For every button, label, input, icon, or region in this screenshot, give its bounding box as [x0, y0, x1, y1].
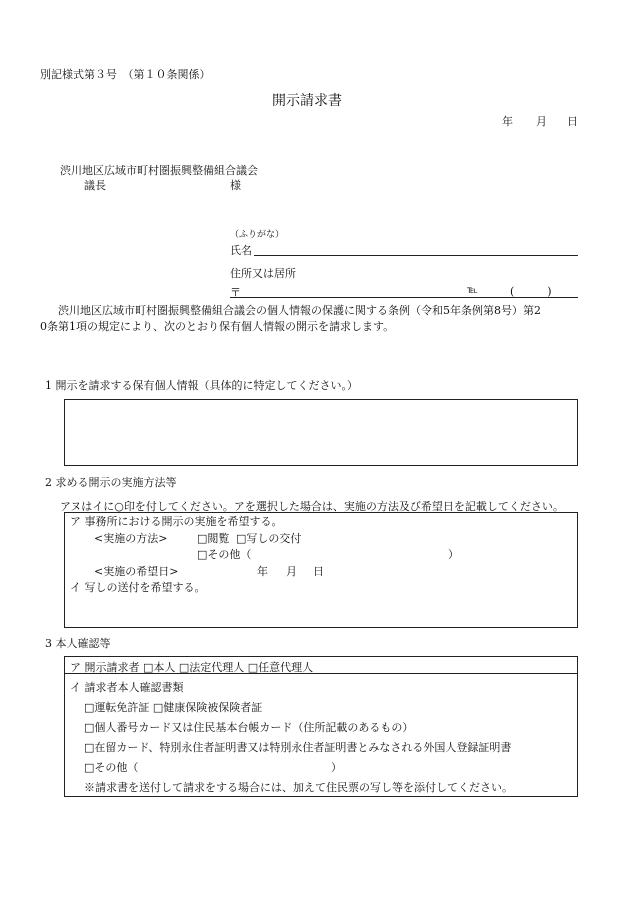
requester-type-row[interactable]: ア 開示請求者 □本人 □法定代理人 □任意代理人: [70, 661, 314, 674]
address-underline: [230, 297, 578, 298]
date-day-label: 日: [567, 115, 578, 128]
id-doc-license-insurance[interactable]: □運転免許証 □健康保険被保険者証: [84, 701, 263, 714]
name-label: 氏名: [230, 244, 252, 257]
form-number: 別記様式第３号 （第１０条関係）: [40, 68, 211, 81]
requested-info-box[interactable]: [64, 399, 578, 466]
method-label: <実施の方法>: [94, 532, 168, 545]
section2-instruction: アヌはイに○印を付してください。アを選択した場合は、実施の方法及び希望日を記載してください。: [60, 500, 564, 513]
method-other-checkbox[interactable]: □その他（: [197, 548, 252, 561]
desired-date-year: 年: [257, 565, 268, 578]
intro-text-line1: 渋川地区広域市町村圏振興整備組合議会の個人情報の保護に関する条例（令和5年条例第8号）第2: [58, 304, 541, 317]
option-b-send-copy[interactable]: イ 写しの送付を希望する。: [70, 581, 206, 594]
id-doc-residence-card[interactable]: □在留カード、特別永住者証明書又は特別永住者証明書とみなされる外国人登録証明書: [84, 741, 512, 754]
document-title: 開示請求書: [272, 93, 342, 109]
intro-text-line2: 0条第1項の規定により、次のとおり保有個人情報の開示を請求します。: [40, 320, 395, 333]
id-doc-mynumber-card[interactable]: □個人番号カード又は住民基本台帳カード（住所記載のあるもの）: [84, 721, 414, 734]
section2-heading: 2 求める開示の実施方法等: [45, 476, 177, 489]
desired-date-day: 日: [313, 565, 324, 578]
addressee-organization: 渋川地区広域市町村圏振興整備組合議会: [60, 164, 258, 177]
name-underline: [254, 255, 578, 256]
address-label: 住所又は居所: [230, 267, 296, 280]
desired-date-label: <実施の希望日>: [94, 565, 179, 578]
furigana-label: （ふりがな）: [230, 230, 285, 240]
tel-label: ℡: [467, 285, 478, 296]
id-documents-title: イ 請求者本人確認書類: [70, 681, 184, 694]
mail-request-note: ※請求書を送付して請求をする場合には、加えて住民票の写し等を添付してください。: [84, 781, 513, 794]
method-view-checkbox[interactable]: □閲覧: [197, 532, 230, 545]
section1-heading: 1 開示を請求する保有個人情報（具体的に特定してください。）: [45, 379, 358, 392]
desired-date-month: 月: [286, 565, 297, 578]
method-other-close: ）: [448, 548, 459, 561]
section3-heading: 3 本人確認等: [45, 637, 111, 650]
addressee-position: 議長: [84, 179, 106, 192]
option-a-office-disclosure[interactable]: ア 事務所における開示の実施を希望する。: [70, 515, 283, 528]
tel-parens: ( ): [510, 285, 552, 298]
date-year-label: 年: [502, 115, 513, 128]
id-doc-other-close: ）: [331, 761, 342, 774]
date-month-label: 月: [536, 115, 547, 128]
method-copy-checkbox[interactable]: □写しの交付: [236, 532, 302, 545]
addressee-honorific: 様: [230, 179, 241, 192]
id-doc-other-checkbox[interactable]: □その他（: [84, 761, 139, 774]
postal-mark: 〒: [230, 286, 241, 299]
